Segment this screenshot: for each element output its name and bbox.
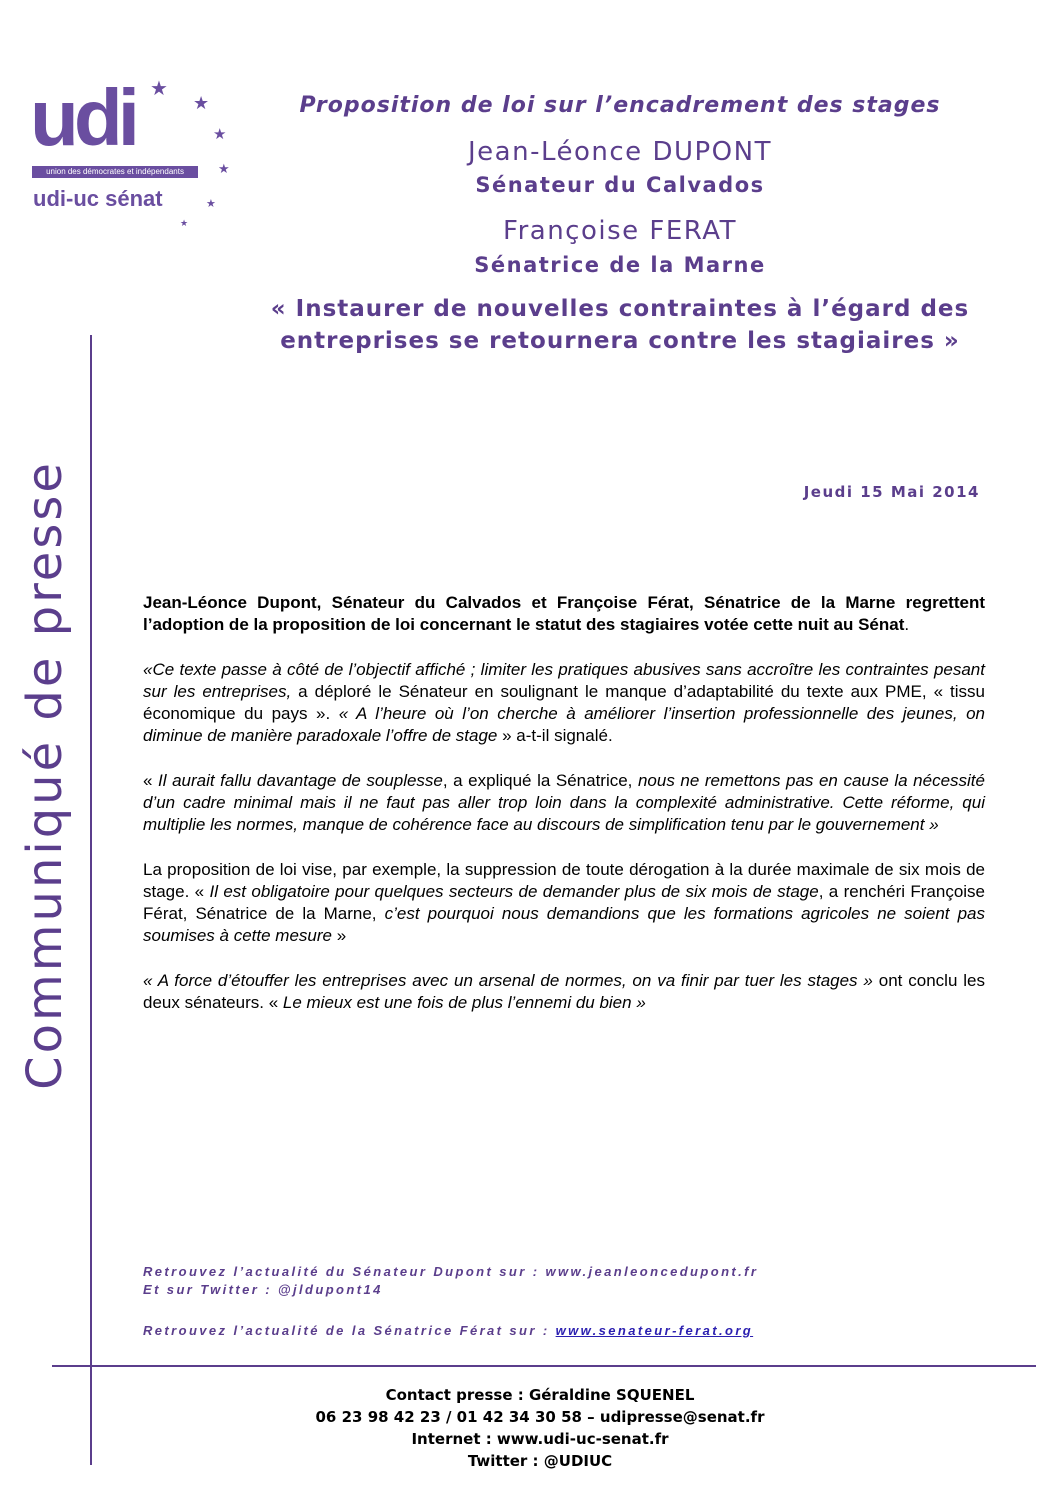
paragraph-2	[143, 659, 985, 747]
star-icon: ★	[213, 125, 227, 143]
press-date: Jeudi 15 Mai 2014	[803, 483, 980, 501]
p5-quote-2: Le mieux est une fois de plus l’ennemi du bien »	[282, 993, 646, 1012]
side-label: Communiqué de presse	[17, 460, 73, 1090]
contact-press: Contact presse : Géraldine SQUENEL	[385, 1386, 695, 1404]
p3-quote: Il aurait fallu davantage de souplesse	[158, 771, 443, 790]
p3-open: «	[143, 771, 159, 790]
p2-text: a déploré le Sénateur en soulignant le manque d’adaptabilité du texte aux PME, « tissu économique du pays ».	[143, 682, 985, 723]
contact-internet: Internet : www.udi-uc-senat.fr	[411, 1430, 669, 1448]
paragraph-4	[143, 859, 985, 947]
udi-logo	[30, 73, 245, 238]
p4-text: La proposition de loi vise, par exemple, la suppression de toute dérogation à la durée maximale de six mois de stage. «	[143, 860, 985, 901]
star-icon: ★	[218, 162, 230, 177]
paragraph-5	[143, 970, 985, 1014]
p4-text-2: , a renchéri Françoise Férat, Sénatrice de la Marne,	[143, 882, 985, 923]
intro-end: .	[904, 615, 910, 634]
ferat-website-line	[143, 1322, 753, 1340]
ferat-website-link[interactable]: www.senateur-ferat.org	[555, 1323, 754, 1338]
contact-twitter: Twitter : @UDIUC	[467, 1452, 613, 1470]
contact-phone-email: 06 23 98 42 23 / 01 42 34 30 58 – udipresse@senat.fr	[315, 1408, 765, 1426]
side-divider	[90, 335, 92, 1465]
p4-quote-2: c’est pourquoi nous demandions que les formations agricoles ne soient pas soumises à cette mesure	[143, 904, 985, 945]
intro-bold: Jean-Léonce Dupont, Sénateur du Calvados et Françoise Férat, Sénatrice de la Marne regrettent l’adoption de la proposition de loi concernant le statut des stagiaires votée cette nuit au Sénat	[143, 593, 985, 634]
star-icon: ★	[180, 219, 189, 229]
dupont-twitter-line: Et sur Twitter : @jldupont14	[143, 1282, 383, 1297]
star-icon: ★	[193, 93, 210, 114]
star-icon: ★	[150, 76, 168, 100]
logo-tagline: union des démocrates et indépendants	[32, 166, 198, 178]
senator1-title: Sénateur du Calvados	[475, 173, 765, 197]
dupont-website-line: Retrouvez l’actualité du Sénateur Dupont sur : www.jeanleoncedupont.fr	[143, 1264, 759, 1279]
p3-quote-2: nous ne remettons pas en cause la nécessité d’un cadre minimal mais il ne faut pas aller trop loin dans la complexité administrative. Cette réforme, qui multiplie les normes, manque de cohérence face au discours de simplification tenu par le gouvernement »	[143, 771, 985, 834]
senator2-title: Sénatrice de la Marne	[474, 253, 766, 277]
p5-text: ont conclu les deux sénateurs. «	[143, 971, 985, 1012]
press-body	[143, 592, 985, 1037]
headline-quote-line2: entreprises se retournera contre les stagiaires »	[280, 328, 960, 354]
p2-quote: «Ce texte passe à côté de l’objectif affiché ; limiter les pratiques abusives sans accroître les contraintes pesant sur les entreprises,	[143, 660, 985, 701]
senator2-name: Françoise FERAT	[503, 216, 737, 246]
p2-quote-2: « A l’heure où l’on cherche à améliorer l’insertion professionnelle des jeunes, on diminue de manière paradoxale l’offre de stage	[143, 704, 985, 745]
ferat-prefix: Retrouvez l’actualité de la Sénatrice Férat sur :	[143, 1323, 556, 1338]
p5-quote: « A force d’étouffer les entreprises avec un arsenal de normes, on va finir par tuer les stages »	[143, 971, 873, 990]
headline-quote-line1: « Instaurer de nouvelles contraintes à l’égard des	[270, 296, 970, 322]
p3-text: , a expliqué la Sénatrice,	[442, 771, 638, 790]
star-icon: ★	[206, 197, 216, 210]
logo-udi-text: udi	[30, 73, 135, 162]
senator1-name: Jean-Léonce DUPONT	[468, 137, 772, 167]
press-subject: Proposition de loi sur l’encadrement des stages	[299, 93, 941, 118]
footer-divider	[52, 1365, 1036, 1367]
p4-quote: Il est obligatoire pour quelques secteurs de demander plus de six mois de stage	[209, 882, 819, 901]
logo-senate-text: udi-uc sénat	[33, 186, 163, 211]
intro-paragraph	[143, 592, 985, 636]
p2-text-2: » a-t-il signalé.	[497, 726, 613, 745]
paragraph-3	[143, 770, 985, 836]
p4-close: »	[331, 926, 347, 945]
